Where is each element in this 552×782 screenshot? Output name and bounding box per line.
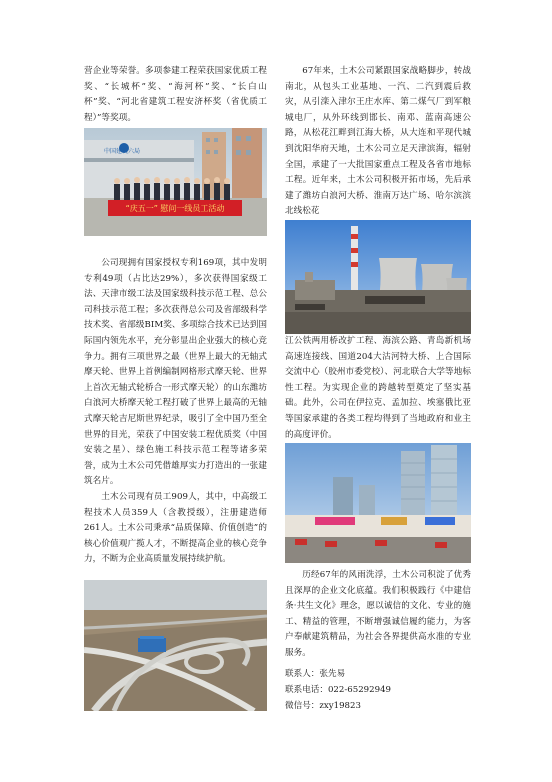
left-paragraph-3: 土木公司现有员工909人，其中，中高级工程技术人员359人（含教授级），注册建造师261人。土木公司秉承“品质保障、价值创造”的核心价值观广揽人才，不断提高企业的核心竞争力，不断为企业高质量发展持续护航。 xyxy=(84,491,267,565)
left-column-middle xyxy=(84,256,267,568)
contact-person: 联系人：张先易 xyxy=(285,669,346,679)
contact-phone: 联系电话：022-65292949 xyxy=(285,685,392,695)
photo-labor-day-event xyxy=(84,128,267,236)
right-paragraph-3: 历经67年的风雨洗浮，土木公司积淀了优秀且深厚的企业文化底蕴。我们积极践行《中建信条·共生文化》理念，愿以诚信的文化、专业的施工、精益的管理，不断增强诚信履约能力，为客户奉献建筑精品，为社会各界提供高水准的专业服务。 xyxy=(285,570,471,658)
right-column-bottom xyxy=(285,568,471,662)
photo-wanda-plaza xyxy=(285,443,471,563)
contact-wechat: 微信号：zxy19823 xyxy=(285,701,361,711)
left-paragraph-1: 营企业等荣誉。多项参建工程荣获国家优质工程奖、“长城杯”奖、“海河杯”奖、“长白山杯”奖、“河北省建筑工程安济杯奖（省优质工程）”等奖项。 xyxy=(84,66,267,123)
right-paragraph-2: 江公铁两用桥改扩工程、海滨公路、青岛新机场高速连接线、国道204大沽河特大桥、上合国际交流中心（胶州市委党校）、河北联合大学等地标性工程。为实现企业的跨越转型奠定了坚实基础。此外，公司在伊拉克、孟加拉、埃塞俄比亚等国家承建的各类工程均得到了当地政府和业主的高度评价。 xyxy=(285,336,471,440)
photo-highway-interchange xyxy=(84,580,267,711)
left-paragraph-2: 公司现拥有国家授权专利169项，其中发明专利49项（占比达29%），多次获得国家级工法、天津市级工法及国家级科技示范工程、总公司科技示范工程；多次获得总公司及省部级科学技术奖、省部级BIM奖、多项综合技术已达到国际国内领先水平，充分彰显出企业强大的核心竞争力。拥有三项世界之最（世界上最大的无轴式摩天轮、世界上首例编制网格形式摩天轮、世界上首次无轴式轮桥合一形式摩天轮）的山东潍坊白浪河大桥摩天轮工程打破了世界上最高的无轴式摩天轮吉尼斯世界纪录，吸引了全中国乃至全世界的目光，荣获了中国安装工程优质奖（中国安装之星）、绿色施工科技示范工程等诸多荣誉，成为土木公司凭借雄厚实力打造出的一张建筑名片。 xyxy=(84,258,267,487)
photo-power-plant xyxy=(285,220,471,334)
left-column-top xyxy=(84,64,267,126)
right-paragraph-1: 67年来，土木公司紧跟国家战略脚步，转战南北，从包头工业基地、一汽、二汽到震后救灾，从引滦入津尔王庄水库、第二煤气厂到军粮城电厂，从外环线到邯长、南邓、蓝南高速公路，从松花江畔到江海大桥，从大连和平现代城到沈阳华府天地，土木公司立足天津滨海，辐射全国，承建了一大批国家重点工程及各省市地标工程。近年来，土木公司积极开拓市场，先后承建了潍坊白浪河大桥、淮南万达广场、哈尔滨滨北线松花 xyxy=(285,66,471,217)
right-column-middle xyxy=(285,334,471,443)
building-sign: 中国建筑六局 xyxy=(104,148,141,155)
right-column-top xyxy=(285,64,471,220)
banner-text: “庆五一” 慰问一线员工活动 xyxy=(125,204,225,213)
